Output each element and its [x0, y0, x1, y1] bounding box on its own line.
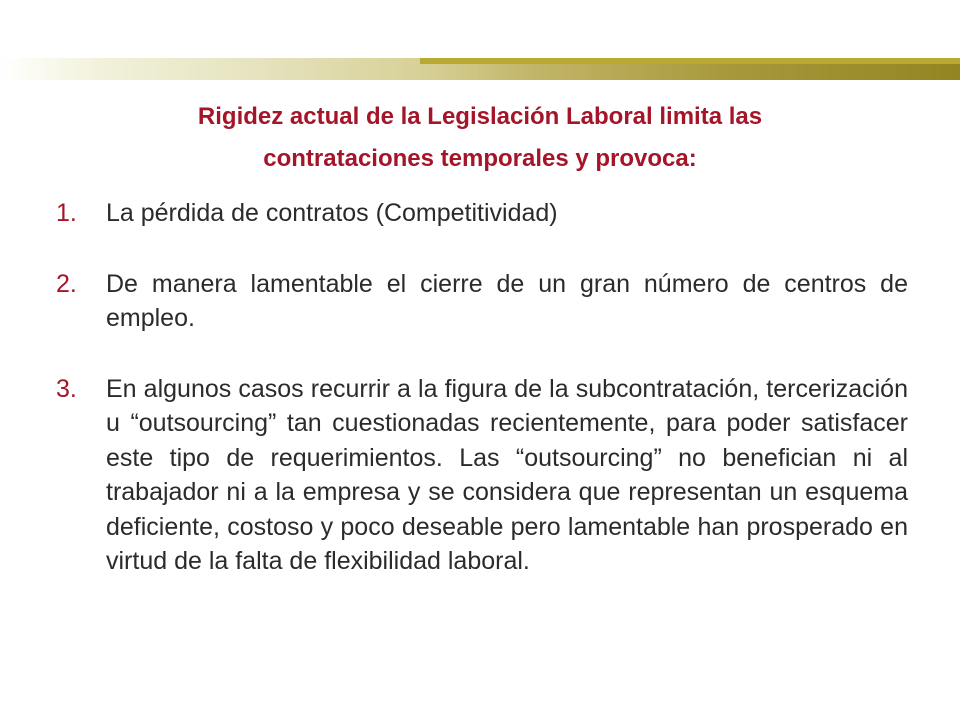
slide-title-line-1: Rigidez actual de la Legislación Laboral limita las: [197, 103, 763, 130]
list-item-text: La pérdida de contratos (Competitividad): [106, 199, 558, 227]
list-item: [56, 196, 908, 231]
slide-title-line-2: contrataciones temporales y provoca:: [263, 145, 697, 172]
list-item: [56, 267, 908, 336]
numbered-list: [56, 196, 908, 579]
list-item-number: 1.: [56, 199, 77, 227]
list-item-text: En algunos casos recurrir a la figura de la subcontratación, tercerización u “outsourcing” tan cuestionadas recientemente, para poder satisfacer este tipo de requerimientos. Las “outsourcing” no benefician ni al trabajador ni a la empresa y se considera que representan un esquema deficiente, costoso y poco deseable pero lamentable han prosperado en virtud de la falta de flexibilidad laboral.: [106, 374, 908, 575]
decorative-accent-line: [420, 58, 960, 64]
list-item-number: 3.: [56, 374, 77, 403]
list-item-number: 2.: [56, 269, 77, 298]
list-item: [56, 372, 908, 579]
list-item-text: De manera lamentable el cierre de un gran número de centros de empleo.: [106, 269, 908, 332]
slide-title: [60, 96, 900, 180]
